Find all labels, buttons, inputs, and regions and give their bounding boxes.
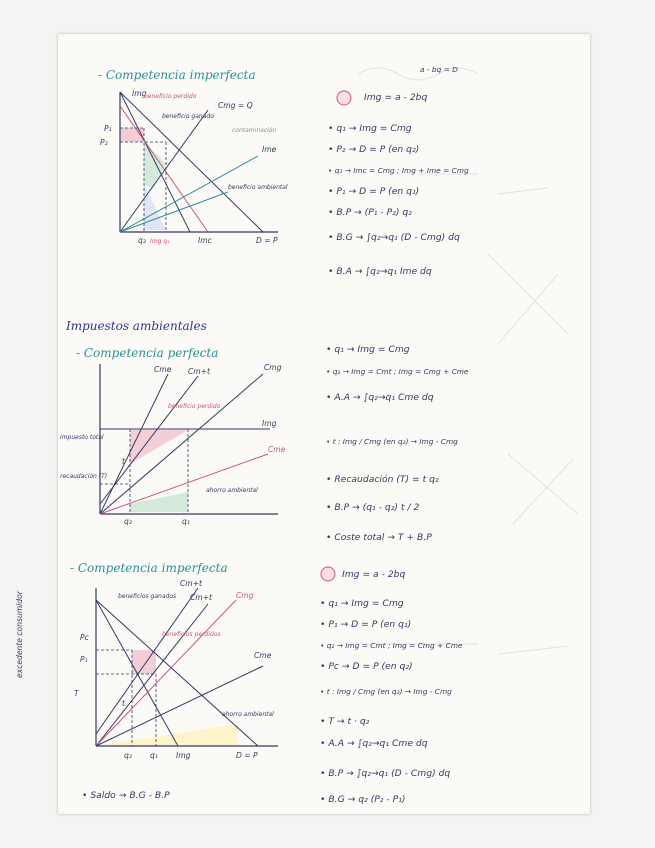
note-top-line-1: • q₁ → Img = Cmg [328, 123, 412, 134]
note-top-line-3: • q₁ → Imc = Cmg ; Img + Ime = Cmg [328, 166, 469, 175]
note-saldo: • Saldo → B.G - B.P [82, 790, 170, 801]
graph1-label-beneficio-ganado: beneficio ganado [162, 113, 214, 120]
graph3-label-beneficios-ganados: beneficios ganados [118, 593, 177, 600]
graph3-label-cme: Cme [254, 651, 272, 660]
note-demand: a - bq = D [420, 65, 458, 74]
note-mid-line-6: • B.P → (q₁ - q₂) t / 2 [326, 502, 420, 513]
graph1-label-img-q1: Img q₁ [150, 238, 170, 245]
graph2-label-beneficio-perdido: beneficio perdido [168, 403, 221, 410]
graph3-label-cmt2: Cm+t [190, 593, 213, 602]
graph3-label-q2: q₂ [124, 751, 132, 760]
circled-number-icon [337, 91, 351, 105]
graph2-label-q2: q₂ [124, 517, 132, 526]
notes-bottom [320, 567, 463, 805]
graph2-label-ahorro: ahorro ambiental [206, 487, 258, 494]
graph3-label-cmg: Cmg [236, 591, 254, 600]
bleed-through-marks [358, 68, 578, 654]
note-mid-line-7: • Coste total → T + B.P [326, 532, 432, 543]
graph3-demand [96, 600, 258, 746]
graph-1 [100, 89, 288, 245]
graph3-cmt [96, 588, 198, 734]
graph2-label-recaudacion: recaudación (T) [60, 473, 108, 480]
graph1-ime-low [120, 192, 228, 232]
notebook-page [15, 34, 590, 814]
note-mid-line-3: • A.A → ∫q₂→q₁ Cme dq [326, 392, 434, 403]
graph2-label-img: Img [262, 419, 277, 428]
graph1-label-img: Img [132, 89, 147, 98]
notes-middle [326, 344, 469, 543]
graph1-label-q2: q₂ [138, 236, 146, 245]
graph2-label-cmt: Cm+t [188, 367, 211, 376]
graph3-label-dp: D = P [236, 751, 258, 760]
graph1-label-ime: Ime [262, 145, 277, 154]
graph2-label-cme: Cme [154, 365, 172, 374]
note-bot-line-1: • q₁ → Img = Cmg [320, 598, 404, 609]
note-mid-line-2: • q₂ → Img = Cmt ; Img = Cmg + Cme [326, 367, 469, 376]
graph1-area-ganado [144, 142, 166, 189]
graph3-label-pc: Pc [80, 633, 89, 642]
graph3-label-p1: P₁ [80, 655, 88, 664]
graph2-area-ahorro [130, 492, 188, 512]
note-mid-line-1: • q₁ → Img = Cmg [326, 344, 410, 355]
note-mid-line-5: • Recaudación (T) = t q₂ [326, 474, 439, 485]
note-bot-line-8: • B.P → ∫q₂→q₁ (D - Cmg) dq [320, 768, 451, 779]
graph2-label-cme-red: Cme [268, 445, 286, 454]
graph3-label-t-small: t [122, 699, 125, 708]
graph1-label-cmg: Cmg = Q [218, 101, 253, 110]
graph2-label-q1: q₁ [182, 517, 190, 526]
graph3-label-t: T [74, 689, 79, 698]
graph3-label-excedente: excedente consumidor [15, 591, 24, 678]
section-title-comp-imperfecta-2: - Competencia imperfecta [70, 561, 228, 575]
circled-number-icon-2 [321, 567, 335, 581]
graph3-cmt2 [96, 604, 208, 746]
graph1-label-beneficio-perdido: beneficio perdido [144, 93, 197, 100]
section-title-comp-imperfecta-1: - Competencia imperfecta [98, 68, 256, 82]
note-bot-line-9: • B.G → q₂ (P₂ - P₁) [320, 794, 406, 805]
note-top-line-7: • B.A → ∫q₂→q₁ Ime dq [328, 266, 432, 277]
graph2-label-impuesto-total: impuesto total [60, 434, 104, 441]
note-img: Img = a - 2bq [364, 92, 428, 103]
graph3-label-cmt: Cm+t [180, 579, 203, 588]
note-bot-line-2: • P₁ → D = P (en q₁) [320, 619, 412, 630]
note-bot-line-4: • Pc → D = P (en q₂) [320, 661, 413, 672]
note-top-line-6: • B.G → ∫q₂→q₁ (D - Cmg) dq [328, 232, 460, 243]
graph3-label-beneficios-perdidos: beneficios perdidos [162, 631, 221, 638]
note-bot-line-7: • A.A → ∫q₂→q₁ Cme dq [320, 738, 428, 749]
graph1-label-p1: P₁ [104, 124, 112, 133]
graph1-label-imc: Imc [198, 236, 212, 245]
notes-top [328, 65, 469, 277]
graph3-label-ahorro: ahorro ambiental [222, 711, 274, 718]
note-mid-line-4: • t : Img / Cmg (en q₂) → Img - Cmg [326, 437, 458, 446]
note-bot-line-3: • q₂ → Img = Cmt ; Img = Cmg + Cme [320, 641, 463, 650]
graph-2 [60, 363, 286, 526]
handwritten-notes [15, 34, 590, 814]
note-top-line-4: • P₁ → D = P (en q₁) [328, 186, 420, 197]
note-bot-line-6: • T → t · q₂ [320, 716, 370, 727]
section-title-impuestos: Impuestos ambientales [66, 319, 207, 333]
graph2-label-cmg: Cmg [264, 363, 282, 372]
note-top-line-5: • B.P → (P₁ - P₂) q₂ [328, 207, 412, 218]
section-title-comp-perfecta: - Competencia perfecta [76, 346, 219, 360]
graph3-label-q1: q₁ [150, 751, 158, 760]
graph1-label-dp: D = P [256, 236, 278, 245]
graph3-label-img: Img [176, 751, 191, 760]
graph1-area-ambiental [144, 184, 166, 230]
graph1-label-p2: P₂ [100, 138, 108, 147]
graph2-label-t: t [122, 457, 125, 466]
note-top-line-2: • P₂ → D = P (en q₂) [328, 144, 420, 155]
note-bottom-img: Img = a - 2bq [342, 569, 406, 580]
graph1-label-contaminacion: contaminación [232, 127, 277, 134]
graph-3 [15, 579, 278, 760]
graph1-ime [120, 156, 258, 232]
graph1-label-beneficio-ambiental: beneficio ambiental [228, 184, 288, 191]
note-bot-line-5: • t : Img / Cmg (en q₂) → Img - Cmg [320, 687, 452, 696]
graph2-cmt [100, 376, 198, 504]
